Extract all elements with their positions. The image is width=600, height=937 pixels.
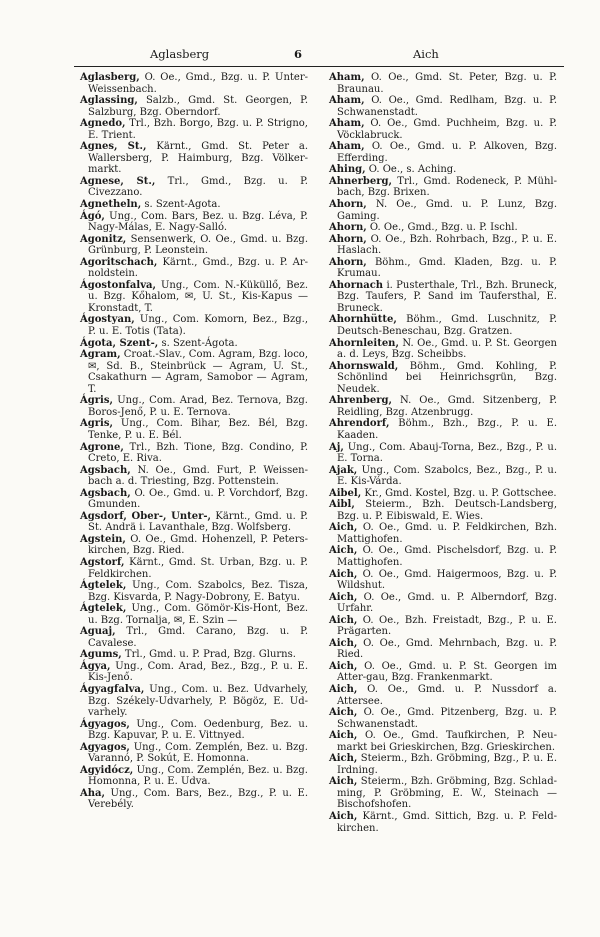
entry-headword: Aich, [329, 637, 358, 649]
entry-description: Kärnt., Gmd. u. P. St. Andrä i. Lavanthale, Bzg. Wolfsberg. [88, 510, 308, 534]
entry-headword: Aibel, [329, 487, 362, 499]
entry-headword: Agrone, [80, 441, 124, 453]
entry-headword: Agnes, St., [80, 141, 147, 153]
entry-headword: Aj, [329, 441, 344, 453]
right-column [329, 72, 557, 834]
gazetteer-entry [329, 257, 557, 280]
entry-headword: Ahnerberg, [329, 175, 393, 187]
entry-description: Trl., Gmd., Bzg. u. P. Civezzano. [88, 175, 308, 199]
entry-headword: Agsdorf, Ober-, Unter-, [80, 510, 212, 522]
entry-description: O. Oe., Gmd. St. Peter, Bzg. u. P. Braunau. [337, 72, 557, 95]
gazetteer-entry [80, 72, 308, 95]
gazetteer-entry [80, 580, 308, 603]
entry-description: N. Oe., Gmd. Sitzenberg, P. Reidling, Bzg. Atzenbrugg. [337, 395, 557, 418]
entry-headword: Ahorn, [329, 222, 367, 234]
entry-description: Steierm., Bzh. Deutsch-Landsberg, Bzg. u. P. Eibiswald, E. Wies. [337, 499, 557, 522]
gazetteer-entry [329, 638, 557, 661]
header-rule [74, 66, 564, 67]
gazetteer-entry [80, 141, 308, 176]
entry-description: Ung., Com. N.-Küküllő, Bez. u. Bzg. Kőhalom, ✉, U. St., Kis-Kapus — Kronstadt, T. [88, 279, 308, 314]
gazetteer-entry [329, 776, 557, 811]
entry-description: Ung., Com. Bars, Bez., Bzg., P. u. E. Verebély. [88, 787, 308, 811]
entry-description: Trl., Gmd. Carano, Bzg. u. P. Cavalese. [88, 626, 308, 649]
entry-headword: Aich, [329, 707, 358, 719]
gazetteer-entry [80, 442, 308, 465]
entry-headword: Agnedo, [80, 118, 126, 130]
entry-headword: Ahing, [329, 164, 366, 176]
left-column [80, 72, 308, 811]
gazetteer-entry [329, 234, 557, 257]
entry-headword: Ahrenberg, [329, 395, 393, 407]
gazetteer-entry [80, 257, 308, 280]
entry-description: Kärnt., Gmd. St. Urban, Bzg. u. P. Feldkirchen. [88, 556, 308, 580]
gazetteer-entry [80, 557, 308, 580]
entry-headword: Agris, [80, 418, 113, 430]
gazetteer-entry [80, 465, 308, 488]
entry-headword: Ahornleiten, [329, 337, 399, 349]
entry-description: Kärnt., Gmd. St. Peter a. Wallersberg, P. Haimburg, Bzg. Völker-markt. [88, 141, 309, 176]
page-number: 6 [294, 47, 303, 61]
entry-headword: Aich, [329, 753, 358, 765]
gazetteer-entry [80, 349, 308, 395]
entry-headword: Agonitz, [80, 233, 127, 245]
entry-headword: Agsbach, [80, 464, 131, 476]
gazetteer-entry [329, 199, 557, 222]
entry-description: Kr., Gmd. Kostel, Bzg. u. P. Gottschee. [361, 487, 557, 499]
entry-description: Croat.-Slav., Com. Agram, Bzg. loco, ✉, Sd. B., Steinbrück — Agram, U. St., Csakathurn — Agram, Samobor — Agram, T. [88, 349, 308, 395]
entry-headword: Agram, [80, 349, 121, 361]
gazetteer-entry [329, 222, 557, 234]
gazetteer-entry [329, 730, 557, 753]
entry-description: O. Oe., Gmd., Bzg. u. P. Unter-Weissenbach. [88, 72, 308, 95]
entry-description: O. Oe., Gmd. Hohenzell, P. Peters-kirchen, Bzg. Ried. [88, 533, 308, 557]
entry-description: s. Szent-Agota. [141, 199, 221, 211]
entry-description: Ung., Com. Arad, Bez., Bzg., P. u. E. Kis-Jenő. [88, 660, 308, 684]
entry-description: O. Oe., Gmd. u. P. Vorchdorf, Bzg. Gmunden. [88, 487, 308, 511]
gazetteer-entry [329, 95, 557, 118]
gazetteer-entry [329, 176, 557, 199]
gazetteer-entry [329, 141, 557, 164]
entry-headword: Aglasberg, [80, 72, 140, 83]
gazetteer-entry [329, 164, 557, 176]
entry-headword: Ahornswald, [329, 360, 399, 372]
entry-headword: Ágyagfalva, [80, 683, 145, 695]
gazetteer-entry [329, 545, 557, 568]
gazetteer-entry [329, 707, 557, 730]
gazetteer-entry [80, 788, 308, 811]
gazetteer-entry [329, 615, 557, 638]
entry-headword: Aham, [329, 95, 365, 107]
entry-description: Böhm., Gmd. Kohling, P. Schönlind bei Heinrichsgrün, Bzg. Neudek. [337, 360, 557, 395]
entry-headword: Agyidócz, [80, 764, 134, 776]
entry-description: Ung., Com. Gömör-Kis-Hont, Bez. u. Bzg. Tornalja, ✉, E. Szin — [88, 603, 308, 626]
entry-description: s. Szent-Ágota. [158, 337, 238, 349]
entry-description: O. Oe., Gmd. Mehrnbach, Bzg. u. P. Ried. [337, 637, 557, 661]
entry-description: O. Oe., Gmd., Bzg. u. P. Ischl. [366, 222, 518, 234]
gazetteer-entry [329, 465, 557, 488]
entry-headword: Ágota, Szent-, [80, 337, 159, 349]
entry-headword: Ajak, [329, 464, 358, 476]
entry-description: i. Pusterthale, Trl., Bzh. Bruneck, Bzg. Taufers, P. Sand im Taufersthal, E. Bruneck. [337, 279, 557, 314]
entry-description: O. Oe., Gmd. Pitzenberg, Bzg. u. P. Schwanenstadt. [337, 707, 557, 730]
entry-headword: Ágyagos, [80, 718, 130, 730]
entry-description: Steierm., Bzh. Gröbming, Bzg. Schlad-ming, P. Gröbming, E. W., Steinach — Bischofshofen. [337, 776, 557, 811]
gazetteer-entry [80, 314, 308, 337]
gazetteer-entry [329, 488, 557, 500]
entry-headword: Ágris, [80, 395, 113, 407]
entry-headword: Agyagos, [80, 741, 130, 753]
running-header [0, 47, 600, 63]
entry-headword: Agstein, [80, 533, 126, 545]
gazetteer-entry [329, 684, 557, 707]
entry-headword: Aich, [329, 614, 358, 626]
entry-headword: Agnese, St., [80, 175, 156, 187]
entry-description: O. Oe., Gmd. Taufkirchen, P. Neu-markt bei Grieskirchen, Bzg. Grieskirchen. [337, 730, 557, 753]
gazetteer-entry [80, 765, 308, 788]
gazetteer-entry [329, 442, 557, 465]
entry-headword: Aguaj, [80, 626, 116, 638]
entry-headword: Agums, [80, 649, 122, 661]
entry-headword: Aich, [329, 545, 358, 557]
entry-description: O. Oe., Gmd. Puchheim, Bzg. u. P. Vöcklabruck. [337, 118, 557, 141]
entry-description: Trl., Bzh. Borgo, Bzg. u. P. Strigno, E. Trient. [88, 118, 308, 141]
gazetteer-entry [329, 569, 557, 592]
gazetteer-entry [329, 72, 557, 95]
gazetteer-entry [329, 522, 557, 545]
entry-headword: Aglassing, [80, 95, 138, 107]
entry-headword: Aha, [80, 787, 105, 799]
entry-headword: Aham, [329, 141, 365, 153]
entry-description: O. Oe., Gmd. Haigermoos, Bzg. u. P. Wildshut. [337, 568, 557, 592]
entry-description: Ung., Com. Abauj-Torna, Bez., Bzg., P. u. E. Torna. [337, 441, 557, 465]
entry-headword: Aich, [329, 660, 358, 672]
gazetteer-entry [80, 118, 308, 141]
entry-headword: Agoritschach, [80, 256, 158, 268]
gazetteer-entry [80, 684, 308, 719]
gazetteer-entry [80, 719, 308, 742]
entry-description: Ung., Com. Komorn, Bez., Bzg., P. u. E. Totis (Tata). [88, 314, 308, 338]
gazetteer-entry [80, 649, 308, 661]
entry-description: O. Oe., Gmd. u. P. Alberndorf, Bzg. Urfahr. [337, 591, 557, 615]
entry-description: O. Oe., s. Aching. [365, 164, 457, 176]
gazetteer-entry [80, 626, 308, 649]
gazetteer-entry [329, 592, 557, 615]
entry-description: Ung., Com. Zemplén, Bez. u. Bzg. Homonna, P. u. E. Udva. [88, 764, 308, 788]
gazetteer-entry [80, 234, 308, 257]
gazetteer-entry [329, 753, 557, 776]
entry-headword: Agstorf, [80, 556, 125, 568]
entry-headword: Ahrendorf, [329, 418, 390, 430]
gazetteer-entry [329, 418, 557, 441]
gazetteer-entry [329, 361, 557, 396]
entry-headword: Aich, [329, 811, 358, 822]
gazetteer-entry [80, 199, 308, 211]
entry-headword: Ágostonfalva, [80, 279, 156, 291]
entry-description: Böhm., Gmd. Luschnitz, P. Deutsch-Beneschau, Bzg. Gratzen. [337, 314, 557, 338]
gazetteer-entry [329, 811, 557, 834]
entry-description: Trl., Gmd. Rodeneck, P. Mühl-bach, Bzg. Brixen. [337, 175, 557, 199]
entry-headword: Aich, [329, 591, 358, 603]
entry-headword: Ahornach [329, 279, 384, 291]
entry-headword: Aich, [329, 730, 358, 742]
gazetteer-entry [329, 314, 557, 337]
gazetteer-entry [80, 511, 308, 534]
gazetteer-entry [329, 280, 557, 315]
entry-headword: Aich, [329, 776, 358, 788]
entry-description: O. Oe., Gmd. u. P. Feldkirchen, Bzh. Mattighofen. [337, 522, 557, 545]
entry-headword: Aham, [329, 72, 365, 83]
gazetteer-entry [80, 534, 308, 557]
entry-description: Böhm., Bzh., Bzg., P. u. E. Kaaden. [337, 418, 557, 441]
entry-description: Kärnt., Gmd., Bzg. u. P. Ar-noldstein. [88, 256, 308, 280]
entry-description: Ung., Com. Szabolcs, Bez. Tisza, Bzg. Kisvarda, P. Nagy-Dobrony, E. Batyu. [88, 580, 308, 603]
gazetteer-entry [329, 338, 557, 361]
header-right-word: Aich [413, 47, 439, 61]
entry-description: Ung., Com. Szabolcs, Bez., Bzg., P. u. E. Kis-Várda. [337, 464, 557, 488]
entry-description: N. Oe., Gmd. u. P. St. Georgen a. d. Leys, Bzg. Scheibbs. [337, 337, 557, 361]
gazetteer-entry [329, 395, 557, 418]
entry-headword: Ágtelek, [80, 580, 127, 592]
entry-description: O. Oe., Bzh. Rohrbach, Bzg., P. u. E. Haslach. [337, 233, 557, 257]
gazetteer-entry [329, 499, 557, 522]
entry-headword: Aich, [329, 683, 358, 695]
gazetteer-entry [80, 211, 308, 234]
entry-description: Ung., Com. Bars, Bez. u. Bzg. Léva, P. Nagy-Málas, E. Nagy-Salló. [88, 210, 308, 234]
entry-headword: Ahorn, [329, 233, 367, 245]
entry-headword: Ahorn, [329, 199, 367, 211]
gazetteer-entry [80, 418, 308, 441]
header-left-word: Aglasberg [150, 47, 210, 61]
entry-description: Ung., Com. Oedenburg, Bez. u. Bzg. Kapuvar, P. u. E. Vittnyed. [88, 718, 308, 742]
entry-headword: Ágó, [80, 210, 105, 222]
entry-description: O. Oe., Bzh. Freistadt, Bzg., P. u. E. Prägarten. [337, 614, 557, 638]
gazetteer-entry [80, 338, 308, 350]
entry-description: Böhm., Gmd. Kladen, Bzg. u. P. Krumau. [337, 256, 557, 280]
entry-description: N. Oe., Gmd. u. P. Lunz, Bzg. Gaming. [337, 199, 557, 222]
gazetteer-entry [80, 395, 308, 418]
entry-headword: Aibl, [329, 499, 355, 511]
entry-description: Ung., Com. Bihar, Bez. Bél, Bzg. Tenke, P. u. E. Bél. [88, 418, 308, 441]
entry-headword: Ágya, [80, 660, 111, 672]
gazetteer-entry [80, 280, 308, 315]
entry-description: Steierm., Bzh. Gröbming, Bzg., P. u. E. Irdning. [337, 753, 557, 776]
entry-description: N. Oe., Gmd. Furt, P. Weissen-bach a. d. Triesting, Bzg. Pottenstein. [88, 464, 308, 488]
entry-description: O. Oe., Gmd. Redlham, Bzg. u. P. Schwanenstadt. [337, 95, 557, 118]
gazetteer-entry [329, 118, 557, 141]
entry-description: Trl., Bzh. Tione, Bzg. Condino, P. Creto, E. Riva. [88, 441, 308, 465]
entry-headword: Ágtelek, [80, 603, 127, 615]
entry-headword: Aich, [329, 522, 358, 534]
entry-description: O. Oe., Gmd. u. P. Nussdorf a. Attersee. [337, 683, 557, 707]
entry-description: O. Oe., Gmd. u. P. Alkoven, Bzg. Efferding. [337, 141, 557, 164]
entry-headword: Aich, [329, 568, 358, 580]
entry-description: Kärnt., Gmd. Sittich, Bzg. u. P. Feld-kirchen. [337, 811, 557, 834]
entry-headword: Agsbach, [80, 487, 131, 499]
entry-description: O. Oe., Gmd. Pischelsdorf, Bzg. u. P. Mattighofen. [337, 545, 557, 568]
entry-description: O. Oe., Gmd. u. P. St. Georgen im Atter-gau, Bzg. Frankenmarkt. [337, 660, 557, 684]
gazetteer-entry [80, 95, 308, 118]
gazetteer-entry [80, 661, 308, 684]
entry-description: Ung., Com. Arad, Bez. Ternova, Bzg. Boros-Jenő, P. u. E. Ternova. [88, 395, 308, 418]
gazetteer-entry [80, 603, 308, 626]
entry-description: Trl., Gmd. u. P. Prad, Bzg. Glurns. [121, 649, 296, 661]
entry-description: Ung., Com. Zemplén, Bez. u. Bzg. Varannó, P. Sokút, E. Homonna. [88, 741, 308, 765]
gazetteer-entry [329, 661, 557, 684]
gazetteer-entry [80, 742, 308, 765]
entry-description: Sensenwerk, O. Oe., Gmd. u. Bzg. Grünburg, P. Leonstein. [88, 233, 308, 257]
entry-headword: Agnetheln, [80, 199, 142, 211]
entry-headword: Aham, [329, 118, 365, 130]
gazetteer-entry [80, 176, 308, 199]
gazetteer-entry [80, 488, 308, 511]
entry-headword: Ahorn, [329, 256, 367, 268]
entry-description: Ung., Com. u. Bez. Udvarhely, Bzg. Székely-Udvarhely, P. Bögöz, E. Ud-varhely. [88, 683, 308, 719]
entry-headword: Ágostyan, [80, 314, 135, 326]
entry-description: Salzb., Gmd. St. Georgen, P. Salzburg, Bzg. Oberndorf. [88, 95, 308, 118]
entry-headword: Ahornhütte, [329, 314, 397, 326]
